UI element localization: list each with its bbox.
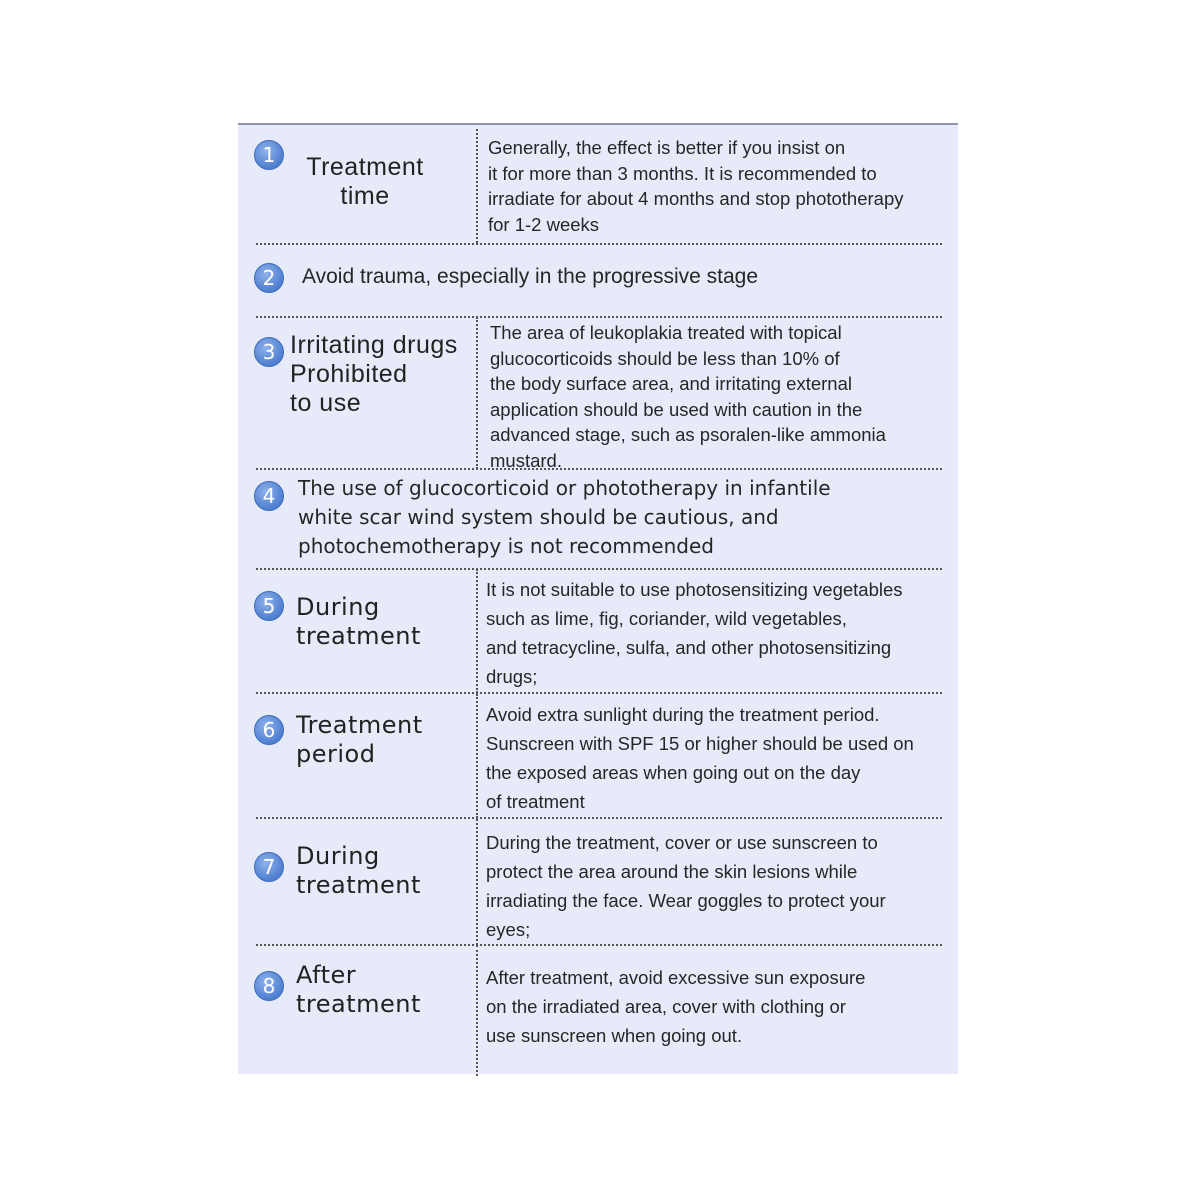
body-line: eyes;	[486, 919, 531, 940]
title-line: treatment	[296, 990, 421, 1018]
column-divider-5	[476, 569, 478, 693]
body-line: it for more than 3 months. It is recommended to	[488, 162, 877, 184]
title-line: Prohibited	[290, 360, 408, 388]
step-number-badge-6: 6	[254, 715, 284, 745]
title-line: After	[296, 961, 357, 989]
treatment-guide-card	[238, 123, 958, 1074]
body-line: protect the area around the skin lesions while	[486, 861, 858, 882]
row-body-6	[486, 700, 914, 816]
title-line: During	[296, 593, 380, 621]
body-line: drugs;	[486, 666, 538, 687]
column-divider-7	[476, 819, 478, 945]
body-line: advanced stage, such as psoralen-like ammonia	[490, 424, 886, 445]
row-title-3	[290, 331, 458, 418]
body-line: Generally, the effect is better if you insist on	[488, 137, 846, 158]
column-divider-6	[476, 694, 478, 818]
body-line: such as lime, fig, coriander, wild vegetables,	[486, 608, 847, 629]
body-line: application should be used with caution in the	[490, 398, 863, 420]
row-body-1	[488, 135, 904, 237]
body-line: for 1-2 weeks	[488, 213, 600, 235]
title-line: time	[340, 182, 390, 210]
body-line: of treatment	[486, 791, 585, 812]
body-line: the body surface area, and irritating external	[490, 373, 852, 394]
row-title-8	[296, 961, 421, 1019]
body-line: glucocorticoids should be less than 10% of	[490, 347, 840, 369]
column-divider-3	[476, 317, 478, 469]
step-number-badge-8: 8	[254, 971, 284, 1001]
step-number-badge-2: 2	[254, 263, 284, 293]
body-line: use sunscreen when going out.	[486, 1025, 743, 1046]
step-number-badge-1: 1	[254, 140, 284, 170]
row-divider	[256, 944, 942, 946]
row-divider	[256, 692, 942, 694]
text-line: photochemotherapy is not recommended	[298, 534, 714, 558]
body-line: Sunscreen with SPF 15 or higher should be used on	[486, 733, 914, 754]
row-body-7	[486, 828, 886, 944]
text-line: white scar wind system should be cautious, and	[298, 505, 779, 529]
body-line: the exposed areas when going out on the day	[486, 762, 861, 783]
row-body-5	[486, 575, 903, 691]
step-number-badge-5: 5	[254, 591, 284, 621]
body-line: on the irradiated area, cover with clothing or	[486, 996, 846, 1017]
text-line: Avoid trauma, especially in the progressive stage	[302, 265, 759, 288]
body-line: irradiate for about 4 months and stop phototherapy	[488, 188, 904, 209]
step-number-badge-4: 4	[254, 481, 284, 511]
step-number-badge-7: 7	[254, 852, 284, 882]
title-line: treatment	[296, 871, 421, 899]
row-title-1	[300, 153, 430, 211]
title-line: to use	[290, 389, 362, 417]
column-divider-8	[476, 945, 478, 1076]
row-body-3	[490, 320, 886, 473]
body-line: After treatment, avoid excessive sun exposure	[486, 967, 866, 988]
row-divider	[256, 243, 942, 245]
title-line: treatment	[296, 622, 421, 650]
body-line: irradiating the face. Wear goggles to protect your	[486, 890, 886, 911]
step-number-badge-3: 3	[254, 337, 284, 367]
row-text-4	[298, 474, 831, 561]
row-title-7	[296, 842, 421, 900]
title-line: Treatment	[296, 711, 423, 739]
row-divider	[256, 316, 942, 318]
title-line: Irritating drugs	[290, 331, 458, 359]
row-divider	[256, 817, 942, 819]
row-text-2	[302, 264, 758, 290]
body-line: During the treatment, cover or use sunscreen to	[486, 832, 878, 853]
column-divider-1	[476, 129, 478, 243]
text-line: The use of glucocorticoid or phototherapy in infantile	[298, 476, 831, 500]
title-line: During	[296, 842, 380, 870]
row-title-5	[296, 593, 421, 651]
title-line: Treatment	[306, 153, 424, 181]
body-line: mustard.	[490, 449, 562, 471]
body-line: It is not suitable to use photosensitizing vegetables	[486, 579, 903, 600]
body-line: and tetracycline, sulfa, and other photosensitizing	[486, 637, 892, 658]
row-divider	[256, 568, 942, 570]
row-body-8	[486, 963, 865, 1050]
title-line: period	[296, 740, 376, 768]
row-title-6	[296, 711, 423, 769]
body-line: Avoid extra sunlight during the treatment period.	[486, 704, 880, 725]
body-line: The area of leukoplakia treated with topical	[490, 322, 842, 343]
